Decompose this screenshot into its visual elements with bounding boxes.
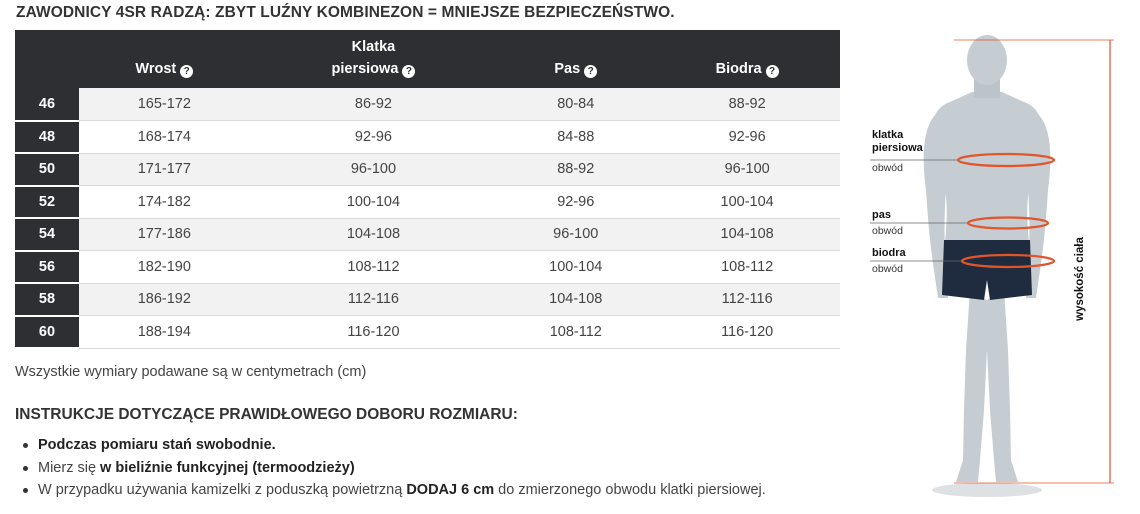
header-chest-label: piersiowa [331, 61, 399, 77]
floor-shadow [932, 483, 1042, 497]
measurement-cell: 171-177 [79, 153, 250, 186]
measurement-cell: 104-108 [497, 283, 654, 316]
instruction-bold: DODAJ 6 cm [406, 482, 495, 498]
instruction-bold: Podczas pomiaru stań swobodnie. [38, 437, 276, 453]
size-cell: 56 [15, 251, 79, 284]
instruction-item [38, 459, 766, 482]
table-body [15, 88, 840, 348]
measurement-cell: 165-172 [79, 88, 250, 121]
measurement-cell: 177-186 [79, 218, 250, 251]
body-measurement-figure [860, 30, 1130, 514]
table-row [15, 316, 840, 349]
measurement-cell: 88-92 [497, 153, 654, 186]
size-cell: 58 [15, 283, 79, 316]
measurement-cell: 100-104 [654, 186, 840, 219]
header-note: ZAWODNICY 4SR RADZĄ: ZBYT LUŹNY KOMBINEZON = MNIEJSZE BEZPIECZEŃSTWO. [16, 4, 675, 21]
size-cell: 54 [15, 218, 79, 251]
instruction-text: W przypadku używania kamizelki z poduszką powietrzną [38, 482, 407, 498]
measurement-cell: 168-174 [79, 121, 250, 154]
shorts [942, 240, 1032, 300]
header-chest [250, 30, 498, 88]
right-leg [987, 290, 1018, 482]
size-cell: 46 [15, 88, 79, 121]
measurement-cell: 112-116 [654, 283, 840, 316]
measurement-cell: 86-92 [250, 88, 498, 121]
question-circle-icon[interactable]: ? [766, 65, 779, 78]
table-row [15, 251, 840, 284]
instructions-list [38, 436, 766, 504]
table-row [15, 121, 840, 154]
instruction-bold: w bieliźnie funkcyjnej (termoodzieży) [100, 459, 355, 476]
waist-sub-label: obwód [872, 225, 903, 237]
table-row [15, 186, 840, 219]
measurement-cell: 84-88 [497, 121, 654, 154]
table-row [15, 88, 840, 121]
measurement-cell: 104-108 [654, 218, 840, 251]
size-cell: 48 [15, 121, 79, 154]
size-cell: 52 [15, 186, 79, 219]
question-circle-icon[interactable]: ? [180, 65, 193, 78]
size-table [15, 30, 840, 349]
header-height [79, 30, 250, 88]
header-hips-label: Biodra [715, 61, 762, 77]
header-waist-label: Pas [554, 61, 581, 77]
header-hips [654, 30, 840, 88]
measurement-cell: 96-100 [497, 218, 654, 251]
measurement-cell: 182-190 [79, 251, 250, 284]
measurement-cell: 92-96 [497, 186, 654, 219]
hip-label: biodra [872, 247, 906, 259]
measurement-cell: 92-96 [654, 121, 840, 154]
measurement-cell: 116-120 [250, 316, 498, 349]
measurement-cell: 100-104 [497, 251, 654, 284]
measurement-cell: 108-112 [497, 316, 654, 349]
measurement-cell: 188-194 [79, 316, 250, 349]
left-leg [956, 290, 987, 482]
header-corner [15, 30, 79, 88]
measurement-cell: 92-96 [250, 121, 498, 154]
chest-label-1: klatka [872, 129, 904, 141]
table-row [15, 153, 840, 186]
chest-label-2: piersiowa [872, 142, 923, 154]
table-row [15, 283, 840, 316]
chest-sub-label: obwód [872, 162, 903, 174]
table-header-row [15, 30, 840, 88]
measurement-cell: 88-92 [654, 88, 840, 121]
measurement-cell: 112-116 [250, 283, 498, 316]
measurement-cell: 96-100 [654, 153, 840, 186]
measurement-cell: 80-84 [497, 88, 654, 121]
instruction-item [38, 481, 766, 504]
instruction-text: do zmierzonego obwodu klatki piersiowej. [494, 482, 766, 498]
question-circle-icon[interactable]: ? [402, 65, 415, 78]
unit-note: Wszystkie wymiary podawane są w centymetrach (cm) [15, 364, 367, 380]
measurement-cell: 104-108 [250, 218, 498, 251]
header-chest-label-line1: Klatka [351, 39, 396, 55]
header-waist [497, 30, 654, 88]
measurement-cell: 108-112 [654, 251, 840, 284]
hip-sub-label: obwód [872, 263, 903, 275]
head [967, 35, 1007, 85]
measurement-cell: 116-120 [654, 316, 840, 349]
table-row [15, 218, 840, 251]
height-label: wysokość ciała [1074, 237, 1086, 321]
instruction-text: Mierz się [38, 459, 101, 476]
measurement-cell: 174-182 [79, 186, 250, 219]
measurement-cell: 186-192 [79, 283, 250, 316]
size-cell: 50 [15, 153, 79, 186]
header-height-label: Wrost [135, 61, 177, 77]
torso [933, 92, 1042, 255]
question-circle-icon[interactable]: ? [584, 65, 597, 78]
measurement-cell: 96-100 [250, 153, 498, 186]
size-cell: 60 [15, 316, 79, 349]
instructions-title: INSTRUKCJE DOTYCZĄCE PRAWIDŁOWEGO DOBORU ROZMIARU: [15, 406, 518, 423]
instruction-item [38, 436, 766, 459]
measurement-cell: 108-112 [250, 251, 498, 284]
waist-label: pas [872, 209, 891, 221]
measurement-cell: 100-104 [250, 186, 498, 219]
